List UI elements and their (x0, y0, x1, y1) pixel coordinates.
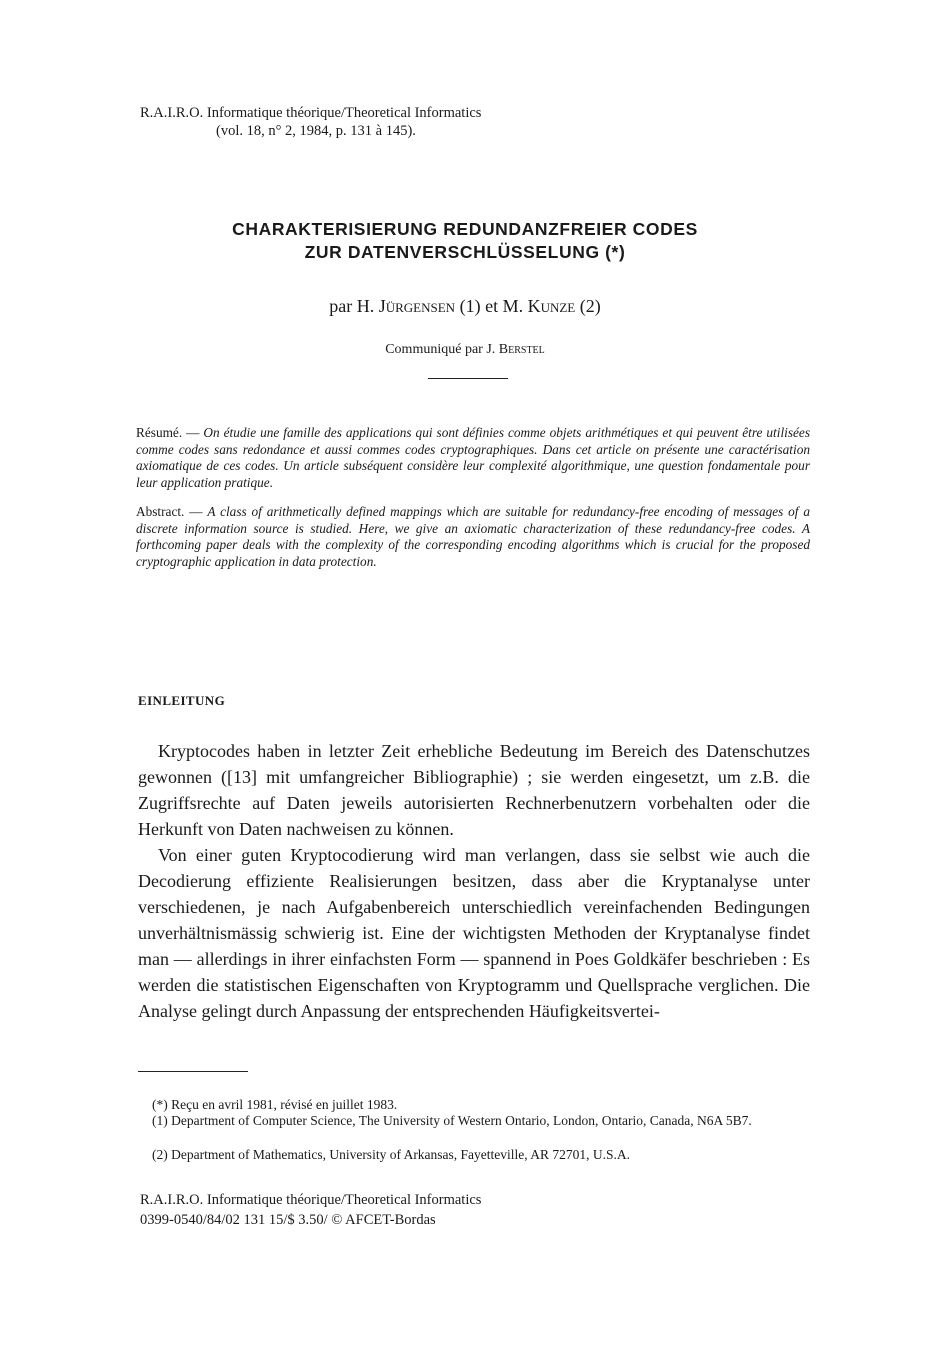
footnote (138, 1097, 810, 1113)
author-name-1: Jürgensen (378, 296, 456, 316)
footnote-divider (138, 1071, 248, 1072)
communicated-name: Berstel (498, 342, 545, 357)
footnote-mark: (*) (152, 1097, 168, 1112)
author-name-2: Kunze (527, 296, 576, 316)
footnote-text: Department of Computer Science, The University of Western Ontario, London, Ontario, Canada, N6A 5B7. (171, 1113, 752, 1128)
communicated-prefix: Communiqué par J. (385, 342, 496, 357)
author-connector: et M. (485, 296, 524, 316)
resume-block (136, 425, 810, 491)
resume-label: Résumé. — (136, 425, 200, 440)
journal-footer (140, 1190, 481, 1230)
footnote-mark: (1) (152, 1113, 168, 1128)
journal-header-line2: (vol. 18, n° 2, 1984, p. 131 à 145). (216, 123, 416, 139)
journal-footer-line1: R.A.I.R.O. Informatique théorique/Theoretical Informatics (140, 1192, 482, 1208)
abstract-label: Abstract. — (136, 504, 203, 519)
author-line (0, 296, 930, 317)
footnote-mark: (2) (152, 1147, 168, 1162)
resume-text: On étudie une famille des applications qui sont définies comme objets arithmétiques et qui peuvent être utilisées comme codes sans redondance et aussi commes codes cryptographiques. Dans cet article on présente une caractérisation axiomatique de ces codes. Un article subséquent considère leur complexité algorithmique, une question fondamentale pour leur application pratique. (136, 425, 810, 490)
footnote (138, 1113, 810, 1129)
title-line2: ZUR DATENVERSCHLÜSSELUNG (*) (304, 242, 626, 262)
title-line1: CHARAKTERISIERUNG REDUNDANZFREIER CODES (232, 219, 698, 239)
author-ref-1: (1) (459, 296, 481, 316)
abstract-block (136, 504, 810, 570)
journal-header (140, 104, 481, 140)
author-ref-2: (2) (579, 296, 601, 316)
body-paragraph: Kryptocodes haben in letzter Zeit erhebliche Bedeutung im Bereich des Datenschutzes gewonnen ([13] mit umfangreicher Bibliographie) ; sie werden eingesetzt, um z.B. die Zugriffsrechte auf Daten jeweils autorisierten Rechnerbenutzern vorbehalten oder die Herkunft von Daten nachweisen zu können. (138, 741, 810, 839)
footnote (138, 1147, 810, 1163)
journal-footer-line2: 0399-0540/84/02 131 15/$ 3.50/ © AFCET-Bordas (140, 1212, 436, 1228)
body-paragraph: Von einer guten Kryptocodierung wird man verlangen, dass sie selbst wie auch die Decodierung effiziente Realisierungen besitzen, dass aber die Kryptanalyse unter verschiedenen, je nach Aufgabenbereich unterschiedlich vereinfachenden Bedingungen unverhältnismässig schwierig ist. Eine der wichtigsten Methoden der Kryptanalyse findet man — allerdings in ihrer einfachsten Form — spannend in Poes Goldkäfer beschrieben : Es werden die statistischen Eigenschaften von Kryptogramm und Quellsprache verglichen. Die Analyse gelingt durch Anpassung der entsprechenden Häufigkeitsvertei- (138, 845, 810, 1021)
footnote-text: Reçu en avril 1981, révisé en juillet 1983. (171, 1097, 398, 1112)
paper-title (0, 218, 930, 264)
journal-header-line1: R.A.I.R.O. Informatique théorique/Theoretical Informatics (140, 105, 482, 121)
abstract-text: A class of arithmetically defined mappings which are suitable for redundancy-free encoding of messages of a discrete information source is studied. Here, we give an axiomatic characterization of these redundancy-free codes. A forthcoming paper deals with the complexity of the corresponding encoding algorithms which is crucial for the proposed cryptographic application in data protection. (136, 504, 810, 569)
author-prefix: par H. (329, 296, 375, 316)
footnote-text: Department of Mathematics, University of Arkansas, Fayetteville, AR 72701, U.S.A. (171, 1147, 631, 1162)
section-heading: EINLEITUNG (138, 693, 226, 708)
communicated-by (0, 342, 930, 358)
title-divider (428, 378, 508, 379)
